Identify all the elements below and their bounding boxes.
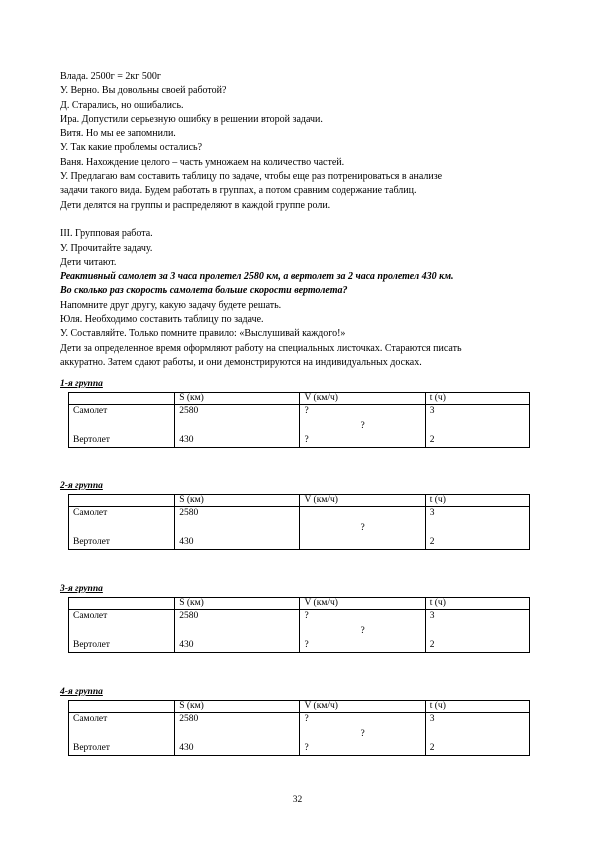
time-plane: 3: [429, 508, 435, 518]
header-t: t (ч): [425, 598, 529, 610]
distance-helicopter: 430: [179, 435, 194, 445]
row-label-plane: Самолет: [73, 714, 108, 724]
speed-helicopter: ?: [304, 435, 309, 445]
distance-helicopter: 430: [179, 743, 194, 753]
row-label-helicopter: Вертолет: [73, 435, 110, 445]
speed-helicopter: ?: [304, 640, 309, 650]
group-title: 3-я группа: [60, 584, 103, 594]
header-v: V (км/ч): [300, 495, 425, 507]
row-label-plane: Самолет: [73, 508, 108, 518]
speed-ratio-question: ?: [360, 626, 365, 636]
header-t: t (ч): [425, 701, 529, 713]
group-title: 1-я группа: [60, 379, 103, 389]
header-s: S (км): [175, 393, 300, 405]
speed-plane: ?: [304, 714, 309, 724]
time-plane: 3: [429, 611, 435, 621]
group-table-4: [60, 686, 530, 756]
dialogue-line: Дети делятся на группы и распределяют в каждой группе роли.: [60, 199, 331, 211]
row-label-plane: Самолет: [73, 611, 108, 621]
task-text: Во сколько раз скорость самолета больше скорости вертолета?: [60, 285, 348, 297]
time-plane: 3: [429, 406, 435, 416]
distance-plane: 2580: [179, 406, 199, 416]
header-blank: [69, 598, 175, 610]
time-helicopter: 2: [429, 640, 435, 650]
distance-plane: 2580: [179, 508, 199, 518]
header-blank: [69, 701, 175, 713]
dialogue-line: Дети читают.: [60, 256, 117, 268]
group-table-1: [60, 378, 530, 448]
dialogue-line: задачи такого вида. Будем работать в группах, а потом сравним содержание таблиц.: [60, 185, 417, 197]
group-title: 2-я группа: [60, 481, 103, 491]
header-blank: [69, 393, 175, 405]
speed-plane: ?: [304, 611, 309, 621]
header-s: S (км): [175, 701, 300, 713]
dialogue-line: Ира. Допустили серьезную ошибку в решении второй задачи.: [60, 113, 323, 125]
dialogue-line: Юля. Необходимо составить таблицу по задаче.: [60, 314, 264, 326]
time-helicopter: 2: [429, 537, 435, 547]
speed-helicopter: ?: [304, 743, 309, 753]
header-v: V (км/ч): [300, 598, 425, 610]
group-title: 4-я группа: [60, 687, 103, 697]
header-s: S (км): [175, 598, 300, 610]
distance-plane: 2580: [179, 611, 199, 621]
speed-ratio-question: ?: [360, 523, 365, 533]
page-number: 32: [292, 795, 303, 805]
header-blank: [69, 495, 175, 507]
row-label-plane: Самолет: [73, 406, 108, 416]
task-text: Реактивный самолет за 3 часа пролетел 2580 км, а вертолет за 2 часа пролетел 430 км.: [60, 271, 454, 283]
section-heading: III. Групповая работа.: [60, 228, 153, 240]
dialogue-line: Д. Старались, но ошибались.: [60, 99, 184, 111]
row-label-helicopter: Вертолет: [73, 640, 110, 650]
data-table: [68, 392, 530, 448]
distance-plane: 2580: [179, 714, 199, 724]
dialogue-line: У. Составляйте. Только помните правило: «Выслушивай каждого!»: [60, 328, 346, 340]
speed-ratio-question: ?: [360, 421, 365, 431]
dialogue-line: У. Так какие проблемы остались?: [60, 142, 203, 154]
row-label-helicopter: Вертолет: [73, 537, 110, 547]
dialogue-line: Влада. 2500г = 2кг 500г: [60, 71, 161, 82]
speed-ratio-question: ?: [360, 729, 365, 739]
data-table: [68, 597, 530, 653]
dialogue-line: Напомните друг другу, какую задачу будете решать.: [60, 299, 282, 311]
body-text: [60, 70, 540, 370]
distance-helicopter: 430: [179, 537, 194, 547]
group-table-3: [60, 583, 530, 653]
dialogue-line: аккуратно. Затем сдают работы, и они демонстрируются на индивидуальных досках.: [60, 356, 422, 368]
time-plane: 3: [429, 714, 435, 724]
dialogue-line: У. Верно. Вы довольны своей работой?: [60, 85, 227, 97]
header-v: V (км/ч): [300, 393, 425, 405]
header-v: V (км/ч): [300, 701, 425, 713]
row-label-helicopter: Вертолет: [73, 743, 110, 753]
data-table: [68, 700, 530, 756]
header-t: t (ч): [425, 495, 529, 507]
group-table-2: [60, 480, 530, 550]
dialogue-line: У. Предлагаю вам составить таблицу по задаче, чтобы еще раз потренироваться в анализе: [60, 171, 443, 183]
time-helicopter: 2: [429, 743, 435, 753]
dialogue-line: Витя. Но мы ее запомнили.: [60, 128, 176, 140]
dialogue-line: У. Прочитайте задачу.: [60, 242, 153, 254]
header-s: S (км): [175, 495, 300, 507]
time-helicopter: 2: [429, 435, 435, 445]
dialogue-line: Ваня. Нахождение целого – часть умножаем на количество частей.: [60, 156, 345, 168]
header-t: t (ч): [425, 393, 529, 405]
dialogue-line: Дети за определенное время оформляют работу на специальных листочках. Стараются писать: [60, 342, 462, 354]
speed-plane: ?: [304, 406, 309, 416]
distance-helicopter: 430: [179, 640, 194, 650]
data-table: [68, 494, 530, 550]
